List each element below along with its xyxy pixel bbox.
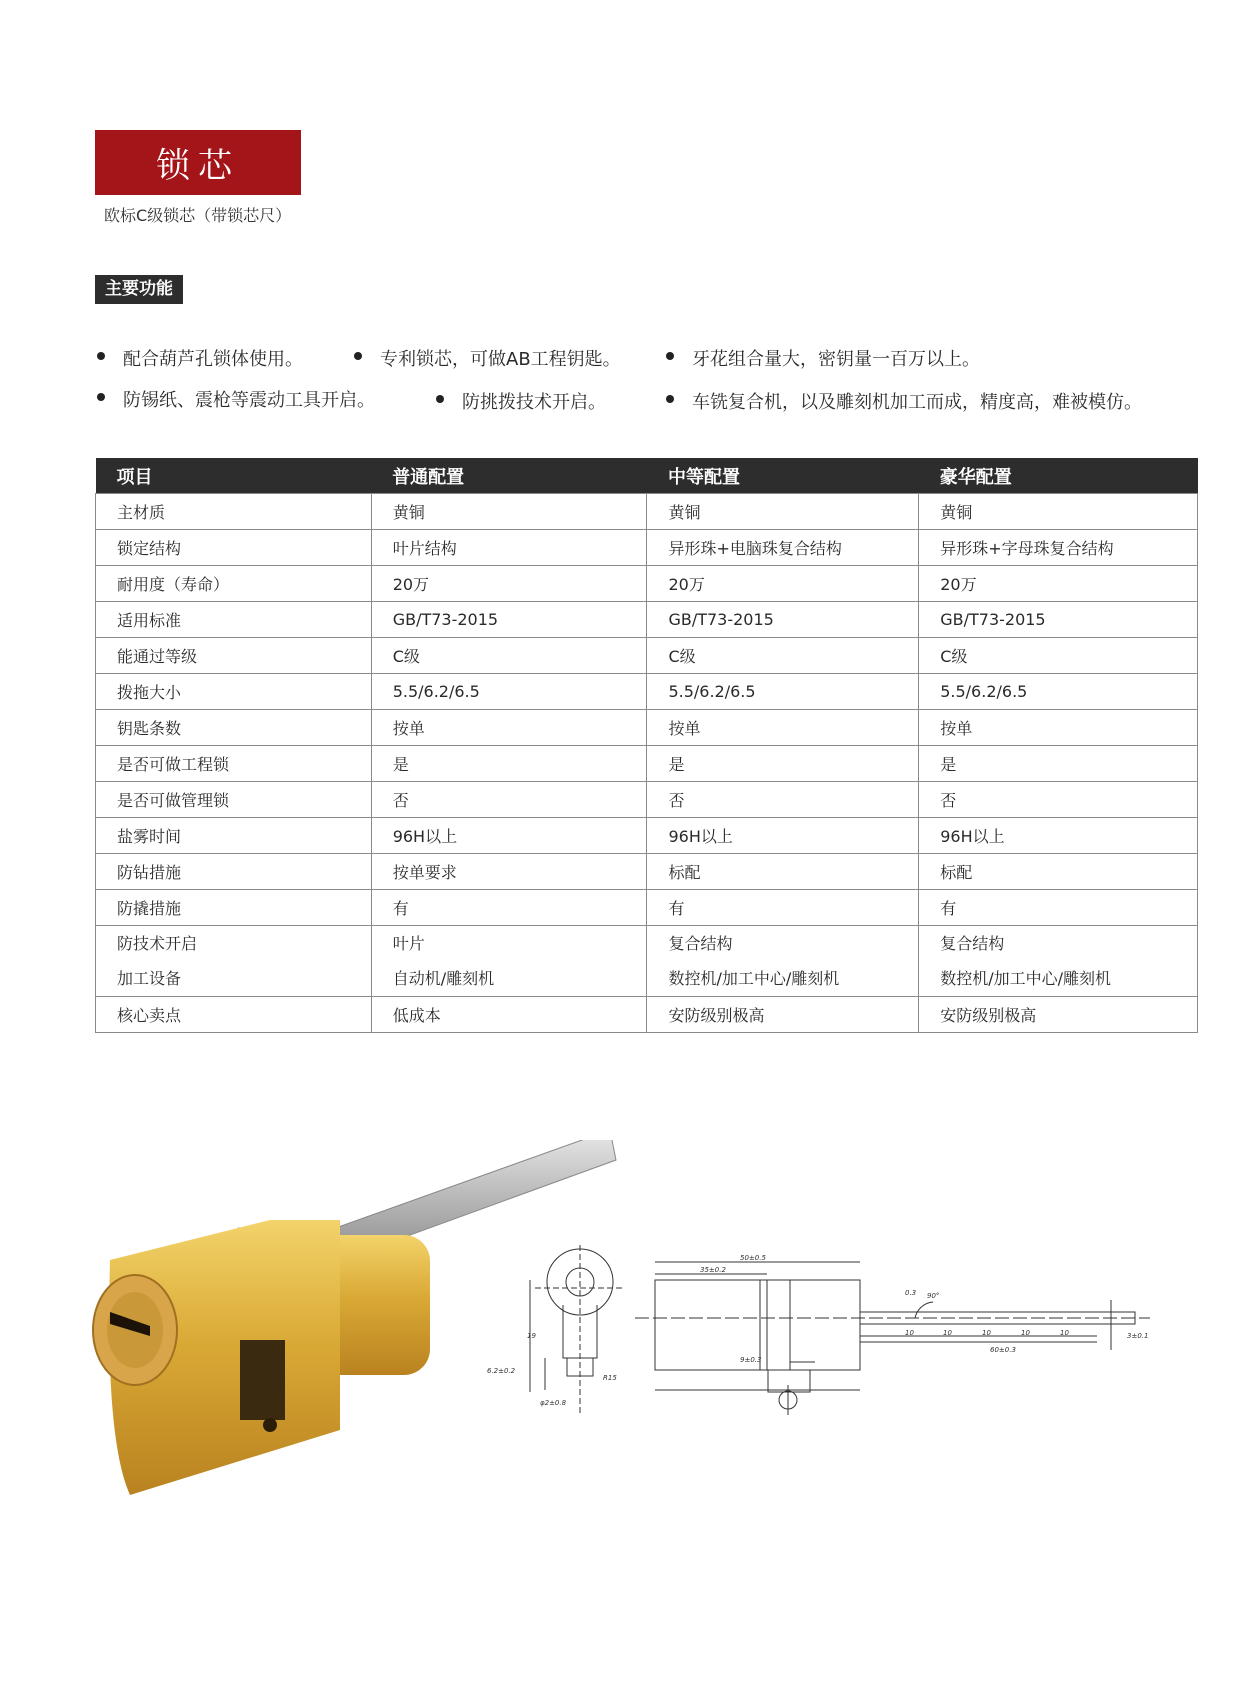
table-cell: 安防级别极高 xyxy=(647,997,919,1033)
dim-tolerance: 0.3 xyxy=(905,1289,917,1297)
table-cell: 否 xyxy=(371,782,647,818)
table-cell xyxy=(647,926,919,997)
table-row xyxy=(96,818,1198,854)
table-cell: C级 xyxy=(647,638,919,674)
dim-total-length: 50±0.5 xyxy=(740,1254,766,1262)
spec-table xyxy=(95,458,1198,1033)
table-cell: GB/T73-2015 xyxy=(647,602,919,638)
table-cell: GB/T73-2015 xyxy=(919,602,1198,638)
table-cell-line: 自动机/雕刻机 xyxy=(392,969,495,988)
table-cell: 是 xyxy=(371,746,647,782)
technical-drawing xyxy=(485,1240,1165,1460)
table-cell: 5.5/6.2/6.5 xyxy=(371,674,647,710)
table-row xyxy=(96,638,1198,674)
table-cell: C级 xyxy=(371,638,647,674)
dim-bar-segment: 10 xyxy=(905,1329,914,1337)
table-row xyxy=(96,890,1198,926)
table-cell: 异形珠+电脑珠复合结构 xyxy=(647,530,919,566)
table-cell: 叶片结构 xyxy=(371,530,647,566)
table-cell: 钥匙条数 xyxy=(96,710,372,746)
table-cell: 20万 xyxy=(371,566,647,602)
table-cell: 有 xyxy=(919,890,1198,926)
bullet-icon xyxy=(436,395,444,403)
table-cell: GB/T73-2015 xyxy=(371,602,647,638)
dim-bar-segment: 10 xyxy=(982,1329,991,1337)
table-cell: 黄铜 xyxy=(371,494,647,530)
table-cell: 有 xyxy=(647,890,919,926)
feature-item: 牙花组合量大，密钥量一百万以上。 xyxy=(666,345,980,371)
table-cell: 20万 xyxy=(647,566,919,602)
table-row xyxy=(96,854,1198,890)
feature-item: 专利锁芯，可做AB工程钥匙。 xyxy=(354,345,621,371)
feature-item: 防挑拨技术开启。 xyxy=(436,388,606,414)
table-cell-line: 数控机/加工中心/雕刻机 xyxy=(940,969,1112,988)
dim-bottom: φ2±0.8 xyxy=(540,1399,567,1407)
table-cell: 标配 xyxy=(919,854,1198,890)
dim-left-length: 35±0.2 xyxy=(700,1266,726,1274)
dim-bar-segment: 10 xyxy=(1021,1329,1030,1337)
table-cell-line: 叶片 xyxy=(392,934,425,953)
table-header-row xyxy=(96,458,1198,494)
table-cell: 按单 xyxy=(371,710,647,746)
dim-bar-segment: 10 xyxy=(1060,1329,1069,1337)
dim-bar-segment: 10 xyxy=(943,1329,952,1337)
table-cell: 20万 xyxy=(919,566,1198,602)
table-cell: 96H以上 xyxy=(919,818,1198,854)
header-cell: 中等配置 xyxy=(647,458,919,494)
bullet-icon xyxy=(97,393,105,401)
table-cell: 锁定结构 xyxy=(96,530,372,566)
table-row xyxy=(96,782,1198,818)
table-cell: 标配 xyxy=(647,854,919,890)
bullet-icon xyxy=(666,395,674,403)
feature-item: 防锡纸、震枪等震动工具开启。 xyxy=(97,386,375,412)
features-label: 主要功能 xyxy=(95,275,183,304)
table-cell: 按单 xyxy=(647,710,919,746)
dim-radius: R15 xyxy=(603,1374,617,1382)
dim-bar-width: 3±0.1 xyxy=(1127,1332,1149,1340)
dim-cam-offset: 9±0.3 xyxy=(740,1356,762,1364)
table-cell xyxy=(371,926,647,997)
table-cell: 5.5/6.2/6.5 xyxy=(919,674,1198,710)
table-cell: 拨拖大小 xyxy=(96,674,372,710)
table-cell-line: 复合结构 xyxy=(668,934,733,953)
table-row xyxy=(96,710,1198,746)
table-cell: 防撬措施 xyxy=(96,890,372,926)
table-cell: 异形珠+字母珠复合结构 xyxy=(919,530,1198,566)
table-row xyxy=(96,674,1198,710)
feature-item: 配合葫芦孔锁体使用。 xyxy=(97,345,303,371)
table-cell: 是 xyxy=(919,746,1198,782)
table-cell: 黄铜 xyxy=(647,494,919,530)
table-row xyxy=(96,926,1198,997)
table-cell: 能通过等级 xyxy=(96,638,372,674)
bullet-icon xyxy=(354,352,362,360)
header-cell: 项目 xyxy=(96,458,372,494)
table-cell-line: 加工设备 xyxy=(117,969,182,988)
table-cell: 主材质 xyxy=(96,494,372,530)
table-row xyxy=(96,566,1198,602)
table-row xyxy=(96,602,1198,638)
table-cell xyxy=(919,926,1198,997)
table-cell: 是否可做工程锁 xyxy=(96,746,372,782)
table-cell: 否 xyxy=(919,782,1198,818)
table-cell: 黄铜 xyxy=(919,494,1198,530)
table-cell: 耐用度（寿命） xyxy=(96,566,372,602)
header-cell: 豪华配置 xyxy=(919,458,1198,494)
table-cell-line: 数控机/加工中心/雕刻机 xyxy=(668,969,840,988)
table-row xyxy=(96,746,1198,782)
table-cell: 按单 xyxy=(919,710,1198,746)
dim-cam-width: 6.2±0.2 xyxy=(487,1367,516,1375)
table-cell: 是否可做管理锁 xyxy=(96,782,372,818)
table-cell-line: 防技术开启 xyxy=(117,934,198,953)
table-cell: 有 xyxy=(371,890,647,926)
page-title: 锁芯 xyxy=(95,130,301,195)
table-cell: C级 xyxy=(919,638,1198,674)
table-cell: 96H以上 xyxy=(371,818,647,854)
table-cell: 是 xyxy=(647,746,919,782)
table-cell xyxy=(96,926,372,997)
table-cell: 盐雾时间 xyxy=(96,818,372,854)
table-row xyxy=(96,997,1198,1033)
table-cell: 安防级别极高 xyxy=(919,997,1198,1033)
table-cell: 按单要求 xyxy=(371,854,647,890)
table-cell: 防钻措施 xyxy=(96,854,372,890)
feature-item: 车铣复合机，以及雕刻机加工而成，精度高，难被模仿。 xyxy=(666,388,1142,414)
table-cell: 适用标准 xyxy=(96,602,372,638)
table-cell: 5.5/6.2/6.5 xyxy=(647,674,919,710)
table-cell: 低成本 xyxy=(371,997,647,1033)
table-cell-line: 复合结构 xyxy=(940,934,1005,953)
dim-angle: 90° xyxy=(927,1292,940,1300)
dim-height: 19 xyxy=(527,1332,536,1340)
page-subtitle: 欧标C级锁芯（带锁芯尺） xyxy=(104,206,292,225)
bullet-icon xyxy=(97,352,105,360)
table-cell: 96H以上 xyxy=(647,818,919,854)
table-cell: 核心卖点 xyxy=(96,997,372,1033)
table-row xyxy=(96,530,1198,566)
bullet-icon xyxy=(666,352,674,360)
dim-bar-length: 60±0.3 xyxy=(990,1346,1016,1354)
table-cell: 否 xyxy=(647,782,919,818)
header-cell: 普通配置 xyxy=(371,458,647,494)
table-row xyxy=(96,494,1198,530)
